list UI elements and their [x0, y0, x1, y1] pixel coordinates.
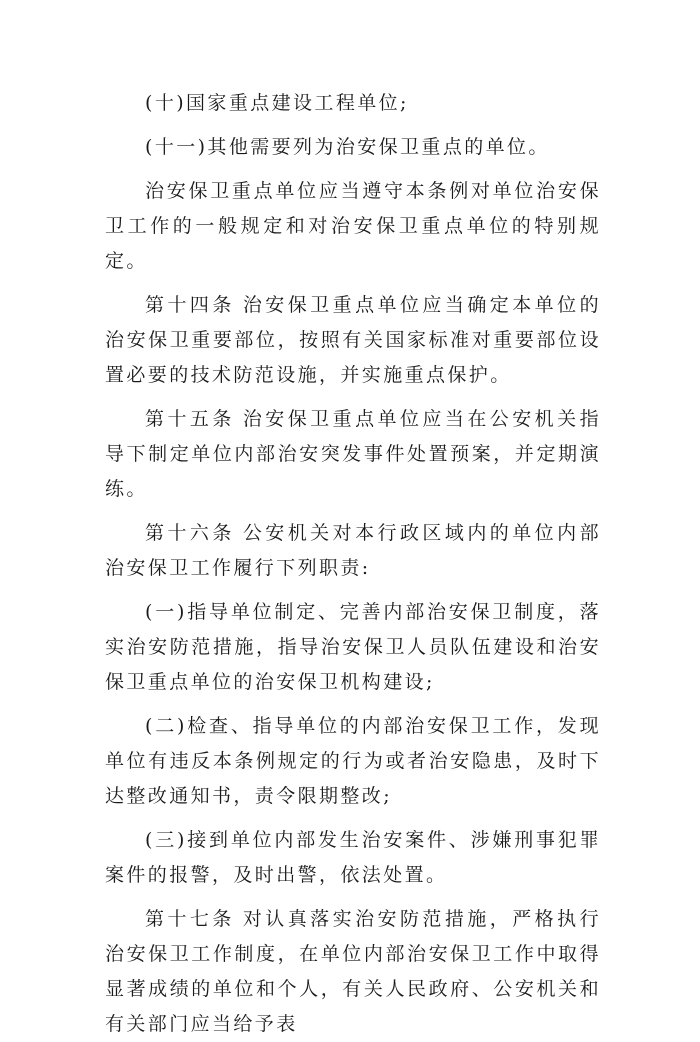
- paragraph-text: (一)指导单位制定、完善内部治安保卫制度，落实治安防范措施，指导治安保卫人员队伍建设和治安保卫重点单位的治安保卫机构建设;: [105, 601, 601, 693]
- article-label: 第十五条: [145, 408, 235, 430]
- article-label: 第十四条: [145, 294, 235, 316]
- paragraph-text: (三)接到单位内部发生治安案件、涉嫌刑事犯罪案件的报警，及时出警，依法处置。: [105, 829, 601, 886]
- paragraph-text: 公安机关对本行政区域内的单位内部治安保卫工作履行下列职责:: [105, 522, 601, 579]
- paragraph-duty-2: [105, 709, 601, 814]
- paragraph-text: (十一)其他需要列为治安保卫重点的单位。: [145, 136, 550, 158]
- paragraph-text: 治安保卫重点单位应当确定本单位的治安保卫重要部位，按照有关国家标准对重要部位设置必要的技术防范设施，并实施重点保护。: [105, 294, 601, 386]
- paragraph-item-11: [105, 130, 601, 165]
- paragraph-article-15: [105, 402, 601, 507]
- paragraph-item-10: [105, 86, 601, 121]
- paragraph-duty-1: [105, 595, 601, 700]
- paragraph-text: (十)国家重点建设工程单位;: [145, 92, 409, 114]
- paragraph-text: 治安保卫重点单位应当在公安机关指导下制定单位内部治安突发事件处置预案，并定期演练。: [105, 408, 601, 500]
- paragraph-duty-3: [105, 823, 601, 893]
- paragraph-text: 对认真落实治安防范措施，严格执行治安保卫工作制度，在单位内部治安保卫工作中取得显著成绩的单位和个人，有关人民政府、公安机关和有关部门应当给予表: [105, 908, 601, 1035]
- paragraph-text: (二)检查、指导单位的内部治安保卫工作，发现单位有违反本条例规定的行为或者治安隐患，及时下达整改通知书，责令限期整改;: [105, 715, 601, 807]
- paragraph-text: 治安保卫重点单位应当遵守本条例对单位治安保卫工作的一般规定和对治安保卫重点单位的特别规定。: [105, 180, 601, 272]
- article-label: 第十六条: [145, 522, 235, 544]
- article-label: 第十七条: [145, 908, 235, 930]
- document-body: [105, 86, 601, 1042]
- paragraph-article-14: [105, 288, 601, 393]
- paragraph-article-17: [105, 902, 601, 1042]
- paragraph-article-16: [105, 516, 601, 586]
- paragraph-key-units-compliance: [105, 174, 601, 279]
